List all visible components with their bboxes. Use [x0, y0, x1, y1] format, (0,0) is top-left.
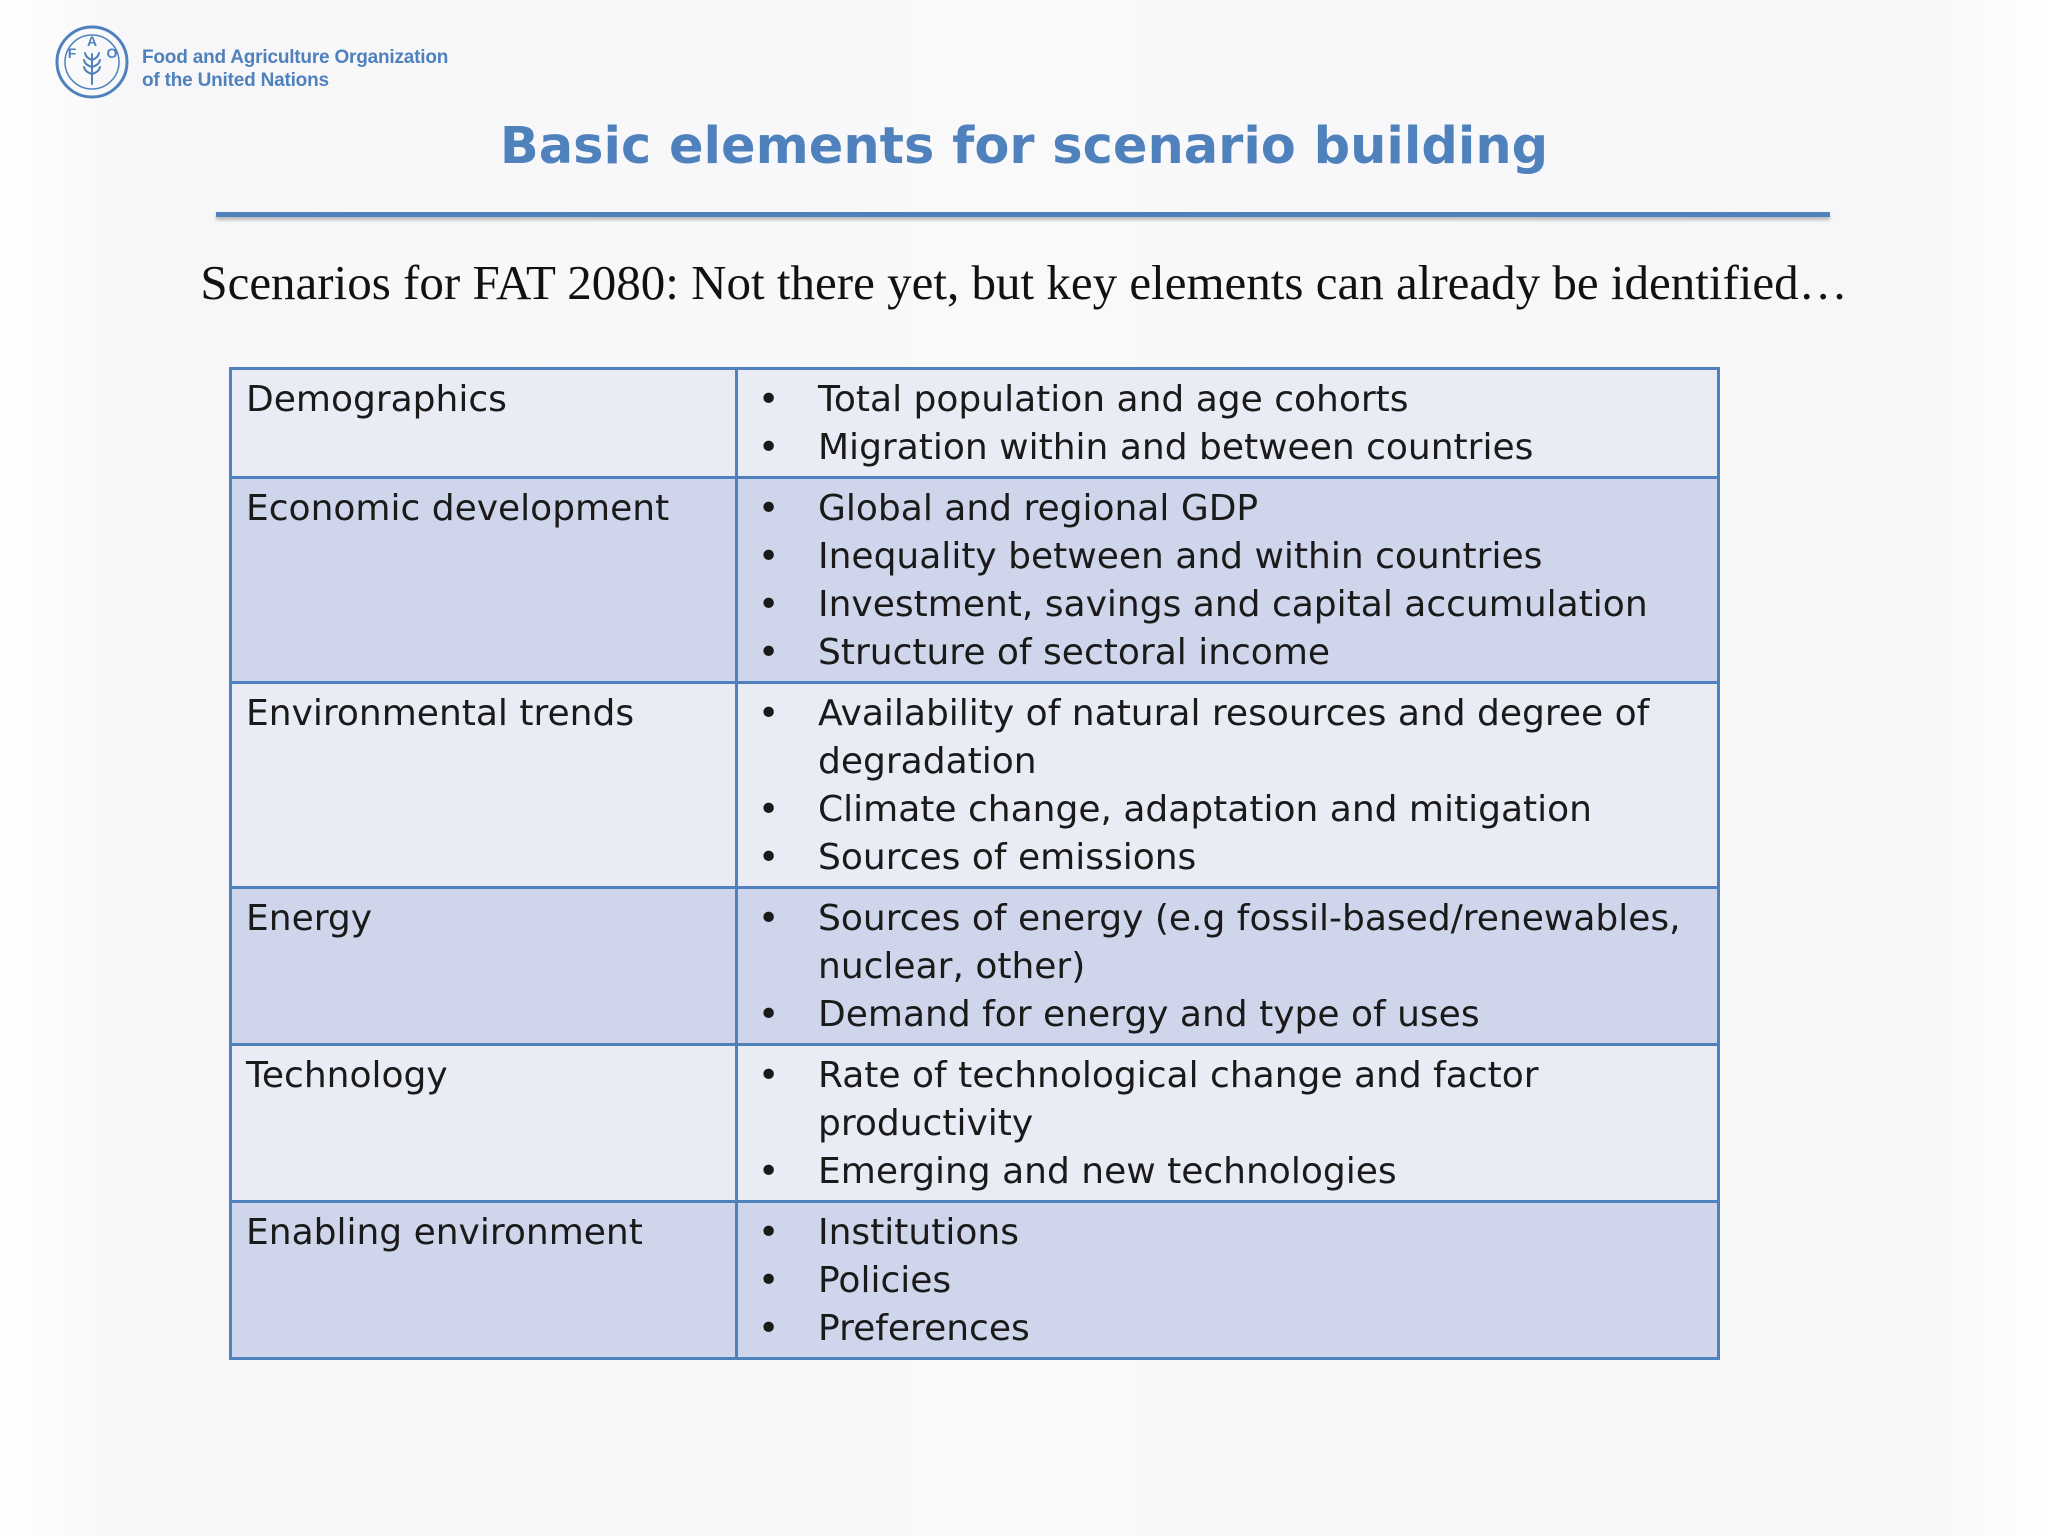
list-item: • Global and regional GDP: [752, 485, 1703, 533]
items-cell: [737, 1045, 1719, 1202]
items-cell: [737, 888, 1719, 1045]
table-row: [231, 369, 1719, 478]
table-row: [231, 1045, 1719, 1202]
slide-title: Basic elements for scenario building: [499, 117, 1549, 176]
table-row: [231, 478, 1719, 683]
list-item: • Availability of natural resources and degree of degradation: [752, 690, 1703, 786]
emblem-letter-f: F: [67, 45, 77, 61]
table-row: [231, 683, 1719, 888]
list-item: • Sources of energy (e.g fossil-based/renewables, nuclear, other): [752, 895, 1703, 991]
items-cell: [737, 1202, 1719, 1359]
title-divider: [216, 212, 1830, 217]
slide-subtitle: Scenarios for FAT 2080: Not there yet, but key elements can already be identified…: [200, 255, 1848, 310]
list-item: • Climate change, adaptation and mitigation: [752, 786, 1703, 834]
bullet-list: [752, 690, 1703, 882]
table-row: [231, 888, 1719, 1045]
list-item: • Institutions: [752, 1209, 1703, 1257]
category-cell: Technology: [231, 1045, 737, 1202]
items-cell: [737, 478, 1719, 683]
items-cell: [737, 683, 1719, 888]
bullet-list: [752, 895, 1703, 1039]
list-item: • Rate of technological change and factor productivity: [752, 1052, 1703, 1148]
fao-logo: [54, 24, 454, 104]
category-cell: Enabling environment: [231, 1202, 737, 1359]
list-item: • Policies: [752, 1257, 1703, 1305]
emblem-letter-a: A: [86, 33, 98, 49]
bullet-list: [752, 1052, 1703, 1196]
fao-wordmark: [142, 46, 448, 92]
category-cell: Environmental trends: [231, 683, 737, 888]
fao-wordmark-line1: Food and Agriculture Organization: [142, 47, 449, 68]
fao-emblem-icon: [54, 24, 130, 100]
list-item: • Emerging and new technologies: [752, 1148, 1703, 1196]
table-row: [231, 1202, 1719, 1359]
emblem-letter-o: O: [106, 45, 118, 61]
list-item: • Sources of emissions: [752, 834, 1703, 882]
items-cell: [737, 369, 1719, 478]
list-item: • Inequality between and within countries: [752, 533, 1703, 581]
list-item: • Preferences: [752, 1305, 1703, 1353]
list-item: • Total population and age cohorts: [752, 376, 1703, 424]
list-item: • Investment, savings and capital accumulation: [752, 581, 1703, 629]
category-cell: Economic development: [231, 478, 737, 683]
scenario-elements-table: [229, 367, 1720, 1360]
list-item: • Migration within and between countries: [752, 424, 1703, 472]
bullet-list: [752, 485, 1703, 677]
list-item: • Demand for energy and type of uses: [752, 991, 1703, 1039]
bullet-list: [752, 1209, 1703, 1353]
list-item: • Structure of sectoral income: [752, 629, 1703, 677]
bullet-list: [752, 376, 1703, 472]
fao-wordmark-line2: of the United Nations: [142, 70, 329, 91]
category-cell: Demographics: [231, 369, 737, 478]
category-cell: Energy: [231, 888, 737, 1045]
